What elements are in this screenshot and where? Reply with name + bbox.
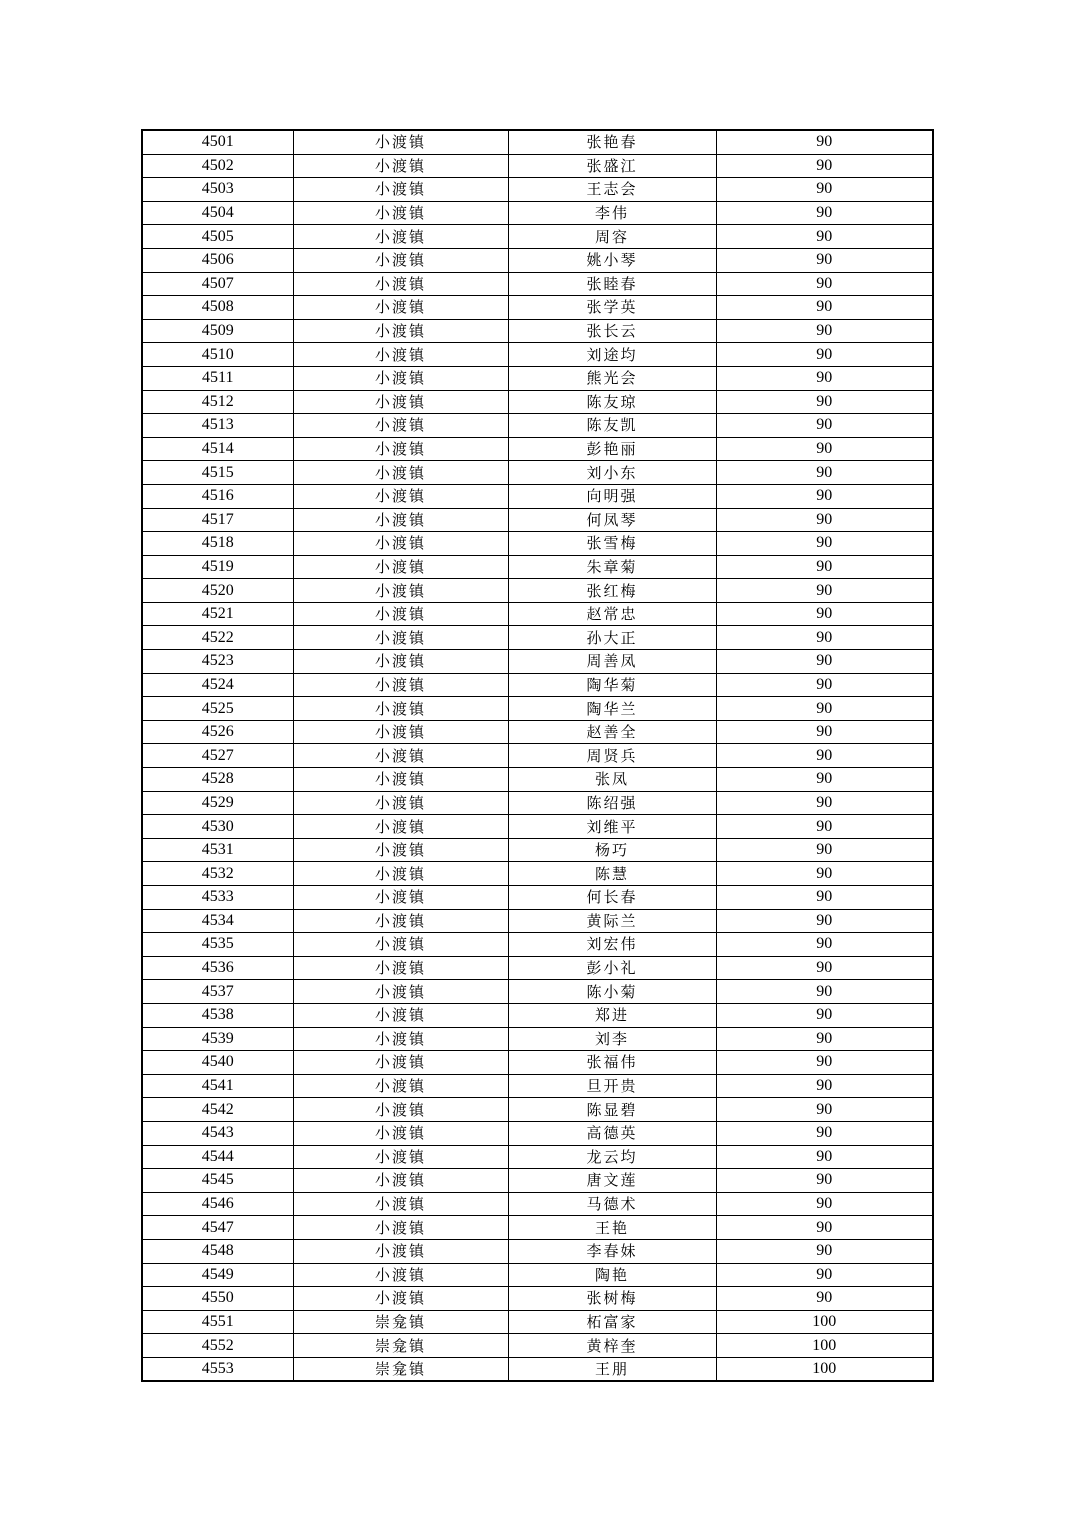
amount-cell: 90 bbox=[716, 319, 933, 343]
town-cell: 小渡镇 bbox=[293, 697, 508, 721]
row-number-cell: 4544 bbox=[142, 1145, 293, 1169]
table-row bbox=[142, 178, 933, 202]
row-number-cell: 4553 bbox=[142, 1357, 293, 1381]
table-row bbox=[142, 437, 933, 461]
person-name-cell: 郑进 bbox=[508, 1003, 716, 1027]
town-cell: 小渡镇 bbox=[293, 1169, 508, 1193]
table-row bbox=[142, 1216, 933, 1240]
row-number-cell: 4524 bbox=[142, 673, 293, 697]
table-row bbox=[142, 1192, 933, 1216]
person-name-cell: 张艳春 bbox=[508, 130, 716, 154]
person-name-cell: 陈友凯 bbox=[508, 414, 716, 438]
person-name-cell: 李春妹 bbox=[508, 1239, 716, 1263]
person-name-cell: 张长云 bbox=[508, 319, 716, 343]
person-name-cell: 黄梓奎 bbox=[508, 1334, 716, 1358]
table-row bbox=[142, 154, 933, 178]
person-name-cell: 张福伟 bbox=[508, 1051, 716, 1075]
person-name-cell: 杨巧 bbox=[508, 838, 716, 862]
amount-cell: 90 bbox=[716, 201, 933, 225]
table-row bbox=[142, 484, 933, 508]
row-number-cell: 4523 bbox=[142, 650, 293, 674]
person-name-cell: 黄际兰 bbox=[508, 909, 716, 933]
person-name-cell: 何长春 bbox=[508, 886, 716, 910]
amount-cell: 100 bbox=[716, 1310, 933, 1334]
row-number-cell: 4539 bbox=[142, 1027, 293, 1051]
table-row bbox=[142, 673, 933, 697]
town-cell: 小渡镇 bbox=[293, 508, 508, 532]
table-row bbox=[142, 1027, 933, 1051]
town-cell: 小渡镇 bbox=[293, 390, 508, 414]
table-row bbox=[142, 720, 933, 744]
row-number-cell: 4518 bbox=[142, 532, 293, 556]
row-number-cell: 4515 bbox=[142, 461, 293, 485]
town-cell: 小渡镇 bbox=[293, 673, 508, 697]
amount-cell: 90 bbox=[716, 366, 933, 390]
amount-cell: 90 bbox=[716, 838, 933, 862]
amount-cell: 90 bbox=[716, 909, 933, 933]
row-number-cell: 4547 bbox=[142, 1216, 293, 1240]
table-row bbox=[142, 1310, 933, 1334]
table-row bbox=[142, 956, 933, 980]
person-name-cell: 何凤琴 bbox=[508, 508, 716, 532]
person-name-cell: 赵善全 bbox=[508, 720, 716, 744]
town-cell: 小渡镇 bbox=[293, 225, 508, 249]
town-cell: 小渡镇 bbox=[293, 1121, 508, 1145]
amount-cell: 90 bbox=[716, 555, 933, 579]
row-number-cell: 4527 bbox=[142, 744, 293, 768]
town-cell: 小渡镇 bbox=[293, 178, 508, 202]
town-cell: 小渡镇 bbox=[293, 1216, 508, 1240]
row-number-cell: 4549 bbox=[142, 1263, 293, 1287]
person-name-cell: 朱章菊 bbox=[508, 555, 716, 579]
table-row bbox=[142, 1357, 933, 1381]
amount-cell: 90 bbox=[716, 1074, 933, 1098]
row-number-cell: 4514 bbox=[142, 437, 293, 461]
table-row bbox=[142, 744, 933, 768]
amount-cell: 90 bbox=[716, 1192, 933, 1216]
person-name-cell: 张盛江 bbox=[508, 154, 716, 178]
person-name-cell: 陈显碧 bbox=[508, 1098, 716, 1122]
amount-cell: 90 bbox=[716, 532, 933, 556]
town-cell: 小渡镇 bbox=[293, 956, 508, 980]
town-cell: 小渡镇 bbox=[293, 838, 508, 862]
row-number-cell: 4510 bbox=[142, 343, 293, 367]
row-number-cell: 4536 bbox=[142, 956, 293, 980]
amount-cell: 90 bbox=[716, 1169, 933, 1193]
person-name-cell: 唐文莲 bbox=[508, 1169, 716, 1193]
table-row bbox=[142, 461, 933, 485]
row-number-cell: 4507 bbox=[142, 272, 293, 296]
amount-cell: 90 bbox=[716, 390, 933, 414]
amount-cell: 90 bbox=[716, 225, 933, 249]
town-cell: 小渡镇 bbox=[293, 768, 508, 792]
row-number-cell: 4516 bbox=[142, 484, 293, 508]
roster-table-body bbox=[142, 130, 933, 1381]
roster-table bbox=[141, 129, 934, 1382]
table-row bbox=[142, 815, 933, 839]
person-name-cell: 赵常忠 bbox=[508, 602, 716, 626]
town-cell: 小渡镇 bbox=[293, 579, 508, 603]
person-name-cell: 王志会 bbox=[508, 178, 716, 202]
table-row bbox=[142, 296, 933, 320]
town-cell: 小渡镇 bbox=[293, 1051, 508, 1075]
amount-cell: 90 bbox=[716, 791, 933, 815]
town-cell: 崇龛镇 bbox=[293, 1357, 508, 1381]
table-row bbox=[142, 532, 933, 556]
person-name-cell: 陶华菊 bbox=[508, 673, 716, 697]
person-name-cell: 陶华兰 bbox=[508, 697, 716, 721]
town-cell: 小渡镇 bbox=[293, 1145, 508, 1169]
table-row bbox=[142, 1074, 933, 1098]
table-row bbox=[142, 980, 933, 1004]
town-cell: 小渡镇 bbox=[293, 720, 508, 744]
person-name-cell: 陈绍强 bbox=[508, 791, 716, 815]
table-row bbox=[142, 1121, 933, 1145]
row-number-cell: 4546 bbox=[142, 1192, 293, 1216]
row-number-cell: 4511 bbox=[142, 366, 293, 390]
person-name-cell: 孙大正 bbox=[508, 626, 716, 650]
town-cell: 小渡镇 bbox=[293, 1098, 508, 1122]
row-number-cell: 4531 bbox=[142, 838, 293, 862]
amount-cell: 90 bbox=[716, 862, 933, 886]
person-name-cell: 周贤兵 bbox=[508, 744, 716, 768]
town-cell: 小渡镇 bbox=[293, 130, 508, 154]
table-row bbox=[142, 508, 933, 532]
table-row bbox=[142, 1263, 933, 1287]
amount-cell: 90 bbox=[716, 744, 933, 768]
person-name-cell: 张睦春 bbox=[508, 272, 716, 296]
amount-cell: 90 bbox=[716, 1098, 933, 1122]
row-number-cell: 4526 bbox=[142, 720, 293, 744]
amount-cell: 90 bbox=[716, 697, 933, 721]
amount-cell: 90 bbox=[716, 414, 933, 438]
table-row bbox=[142, 343, 933, 367]
row-number-cell: 4509 bbox=[142, 319, 293, 343]
person-name-cell: 刘维平 bbox=[508, 815, 716, 839]
row-number-cell: 4512 bbox=[142, 390, 293, 414]
row-number-cell: 4508 bbox=[142, 296, 293, 320]
row-number-cell: 4521 bbox=[142, 602, 293, 626]
table-row bbox=[142, 225, 933, 249]
town-cell: 小渡镇 bbox=[293, 862, 508, 886]
amount-cell: 90 bbox=[716, 484, 933, 508]
amount-cell: 90 bbox=[716, 980, 933, 1004]
person-name-cell: 熊光会 bbox=[508, 366, 716, 390]
amount-cell: 90 bbox=[716, 461, 933, 485]
amount-cell: 90 bbox=[716, 1263, 933, 1287]
person-name-cell: 周容 bbox=[508, 225, 716, 249]
amount-cell: 90 bbox=[716, 343, 933, 367]
amount-cell: 90 bbox=[716, 1239, 933, 1263]
town-cell: 小渡镇 bbox=[293, 248, 508, 272]
amount-cell: 90 bbox=[716, 154, 933, 178]
town-cell: 小渡镇 bbox=[293, 626, 508, 650]
person-name-cell: 刘途均 bbox=[508, 343, 716, 367]
town-cell: 小渡镇 bbox=[293, 909, 508, 933]
amount-cell: 90 bbox=[716, 437, 933, 461]
town-cell: 小渡镇 bbox=[293, 296, 508, 320]
person-name-cell: 李伟 bbox=[508, 201, 716, 225]
amount-cell: 90 bbox=[716, 1287, 933, 1311]
person-name-cell: 陈小菊 bbox=[508, 980, 716, 1004]
amount-cell: 90 bbox=[716, 650, 933, 674]
table-row bbox=[142, 319, 933, 343]
town-cell: 崇龛镇 bbox=[293, 1334, 508, 1358]
town-cell: 小渡镇 bbox=[293, 555, 508, 579]
person-name-cell: 王艳 bbox=[508, 1216, 716, 1240]
town-cell: 小渡镇 bbox=[293, 461, 508, 485]
row-number-cell: 4533 bbox=[142, 886, 293, 910]
table-row bbox=[142, 130, 933, 154]
person-name-cell: 王朋 bbox=[508, 1357, 716, 1381]
row-number-cell: 4517 bbox=[142, 508, 293, 532]
table-row bbox=[142, 886, 933, 910]
table-row bbox=[142, 414, 933, 438]
amount-cell: 90 bbox=[716, 1121, 933, 1145]
amount-cell: 90 bbox=[716, 1145, 933, 1169]
town-cell: 小渡镇 bbox=[293, 1003, 508, 1027]
table-row bbox=[142, 838, 933, 862]
row-number-cell: 4535 bbox=[142, 933, 293, 957]
person-name-cell: 彭小礼 bbox=[508, 956, 716, 980]
town-cell: 小渡镇 bbox=[293, 1287, 508, 1311]
row-number-cell: 4501 bbox=[142, 130, 293, 154]
amount-cell: 100 bbox=[716, 1357, 933, 1381]
row-number-cell: 4550 bbox=[142, 1287, 293, 1311]
town-cell: 小渡镇 bbox=[293, 201, 508, 225]
town-cell: 小渡镇 bbox=[293, 154, 508, 178]
row-number-cell: 4520 bbox=[142, 579, 293, 603]
person-name-cell: 马德术 bbox=[508, 1192, 716, 1216]
person-name-cell: 陈慧 bbox=[508, 862, 716, 886]
row-number-cell: 4548 bbox=[142, 1239, 293, 1263]
person-name-cell: 高德英 bbox=[508, 1121, 716, 1145]
person-name-cell: 张树梅 bbox=[508, 1287, 716, 1311]
town-cell: 小渡镇 bbox=[293, 484, 508, 508]
town-cell: 小渡镇 bbox=[293, 1263, 508, 1287]
person-name-cell: 向明强 bbox=[508, 484, 716, 508]
amount-cell: 90 bbox=[716, 1051, 933, 1075]
row-number-cell: 4532 bbox=[142, 862, 293, 886]
row-number-cell: 4541 bbox=[142, 1074, 293, 1098]
amount-cell: 90 bbox=[716, 1027, 933, 1051]
town-cell: 小渡镇 bbox=[293, 1239, 508, 1263]
town-cell: 小渡镇 bbox=[293, 366, 508, 390]
town-cell: 小渡镇 bbox=[293, 319, 508, 343]
table-row bbox=[142, 1287, 933, 1311]
person-name-cell: 旦开贵 bbox=[508, 1074, 716, 1098]
amount-cell: 90 bbox=[716, 768, 933, 792]
row-number-cell: 4530 bbox=[142, 815, 293, 839]
row-number-cell: 4528 bbox=[142, 768, 293, 792]
town-cell: 小渡镇 bbox=[293, 272, 508, 296]
amount-cell: 100 bbox=[716, 1334, 933, 1358]
amount-cell: 90 bbox=[716, 579, 933, 603]
table-row bbox=[142, 1239, 933, 1263]
town-cell: 小渡镇 bbox=[293, 886, 508, 910]
row-number-cell: 4529 bbox=[142, 791, 293, 815]
person-name-cell: 刘宏伟 bbox=[508, 933, 716, 957]
town-cell: 小渡镇 bbox=[293, 437, 508, 461]
row-number-cell: 4534 bbox=[142, 909, 293, 933]
row-number-cell: 4513 bbox=[142, 414, 293, 438]
person-name-cell: 陈友琼 bbox=[508, 390, 716, 414]
person-name-cell: 刘李 bbox=[508, 1027, 716, 1051]
amount-cell: 90 bbox=[716, 296, 933, 320]
table-row bbox=[142, 791, 933, 815]
town-cell: 小渡镇 bbox=[293, 650, 508, 674]
table-row bbox=[142, 1169, 933, 1193]
amount-cell: 90 bbox=[716, 673, 933, 697]
row-number-cell: 4552 bbox=[142, 1334, 293, 1358]
amount-cell: 90 bbox=[716, 720, 933, 744]
table-row bbox=[142, 272, 933, 296]
amount-cell: 90 bbox=[716, 626, 933, 650]
town-cell: 小渡镇 bbox=[293, 980, 508, 1004]
town-cell: 小渡镇 bbox=[293, 744, 508, 768]
amount-cell: 90 bbox=[716, 1216, 933, 1240]
amount-cell: 90 bbox=[716, 508, 933, 532]
table-row bbox=[142, 862, 933, 886]
table-row bbox=[142, 1334, 933, 1358]
row-number-cell: 4504 bbox=[142, 201, 293, 225]
amount-cell: 90 bbox=[716, 1003, 933, 1027]
amount-cell: 90 bbox=[716, 130, 933, 154]
table-row bbox=[142, 248, 933, 272]
table-row bbox=[142, 626, 933, 650]
row-number-cell: 4538 bbox=[142, 1003, 293, 1027]
town-cell: 崇龛镇 bbox=[293, 1310, 508, 1334]
table-row bbox=[142, 650, 933, 674]
person-name-cell: 柘富家 bbox=[508, 1310, 716, 1334]
row-number-cell: 4542 bbox=[142, 1098, 293, 1122]
town-cell: 小渡镇 bbox=[293, 343, 508, 367]
table-row bbox=[142, 579, 933, 603]
person-name-cell: 姚小琴 bbox=[508, 248, 716, 272]
table-row bbox=[142, 1051, 933, 1075]
table-row bbox=[142, 555, 933, 579]
row-number-cell: 4543 bbox=[142, 1121, 293, 1145]
amount-cell: 90 bbox=[716, 933, 933, 957]
table-row bbox=[142, 1098, 933, 1122]
person-name-cell: 张雪梅 bbox=[508, 532, 716, 556]
person-name-cell: 张红梅 bbox=[508, 579, 716, 603]
table-row bbox=[142, 909, 933, 933]
row-number-cell: 4551 bbox=[142, 1310, 293, 1334]
amount-cell: 90 bbox=[716, 248, 933, 272]
person-name-cell: 张学英 bbox=[508, 296, 716, 320]
row-number-cell: 4502 bbox=[142, 154, 293, 178]
person-name-cell: 张凤 bbox=[508, 768, 716, 792]
person-name-cell: 刘小东 bbox=[508, 461, 716, 485]
town-cell: 小渡镇 bbox=[293, 1074, 508, 1098]
row-number-cell: 4505 bbox=[142, 225, 293, 249]
row-number-cell: 4537 bbox=[142, 980, 293, 1004]
town-cell: 小渡镇 bbox=[293, 1027, 508, 1051]
amount-cell: 90 bbox=[716, 886, 933, 910]
table-row bbox=[142, 1145, 933, 1169]
row-number-cell: 4545 bbox=[142, 1169, 293, 1193]
table-row bbox=[142, 697, 933, 721]
amount-cell: 90 bbox=[716, 815, 933, 839]
town-cell: 小渡镇 bbox=[293, 414, 508, 438]
table-row bbox=[142, 768, 933, 792]
amount-cell: 90 bbox=[716, 602, 933, 626]
table-row bbox=[142, 366, 933, 390]
town-cell: 小渡镇 bbox=[293, 1192, 508, 1216]
table-row bbox=[142, 602, 933, 626]
town-cell: 小渡镇 bbox=[293, 815, 508, 839]
town-cell: 小渡镇 bbox=[293, 602, 508, 626]
row-number-cell: 4519 bbox=[142, 555, 293, 579]
amount-cell: 90 bbox=[716, 956, 933, 980]
town-cell: 小渡镇 bbox=[293, 532, 508, 556]
table-row bbox=[142, 201, 933, 225]
person-name-cell: 龙云均 bbox=[508, 1145, 716, 1169]
person-name-cell: 陶艳 bbox=[508, 1263, 716, 1287]
row-number-cell: 4525 bbox=[142, 697, 293, 721]
table-row bbox=[142, 1003, 933, 1027]
table-row bbox=[142, 390, 933, 414]
row-number-cell: 4503 bbox=[142, 178, 293, 202]
row-number-cell: 4540 bbox=[142, 1051, 293, 1075]
table-row bbox=[142, 933, 933, 957]
person-name-cell: 彭艳丽 bbox=[508, 437, 716, 461]
row-number-cell: 4522 bbox=[142, 626, 293, 650]
amount-cell: 90 bbox=[716, 272, 933, 296]
town-cell: 小渡镇 bbox=[293, 933, 508, 957]
row-number-cell: 4506 bbox=[142, 248, 293, 272]
town-cell: 小渡镇 bbox=[293, 791, 508, 815]
amount-cell: 90 bbox=[716, 178, 933, 202]
person-name-cell: 周善凤 bbox=[508, 650, 716, 674]
